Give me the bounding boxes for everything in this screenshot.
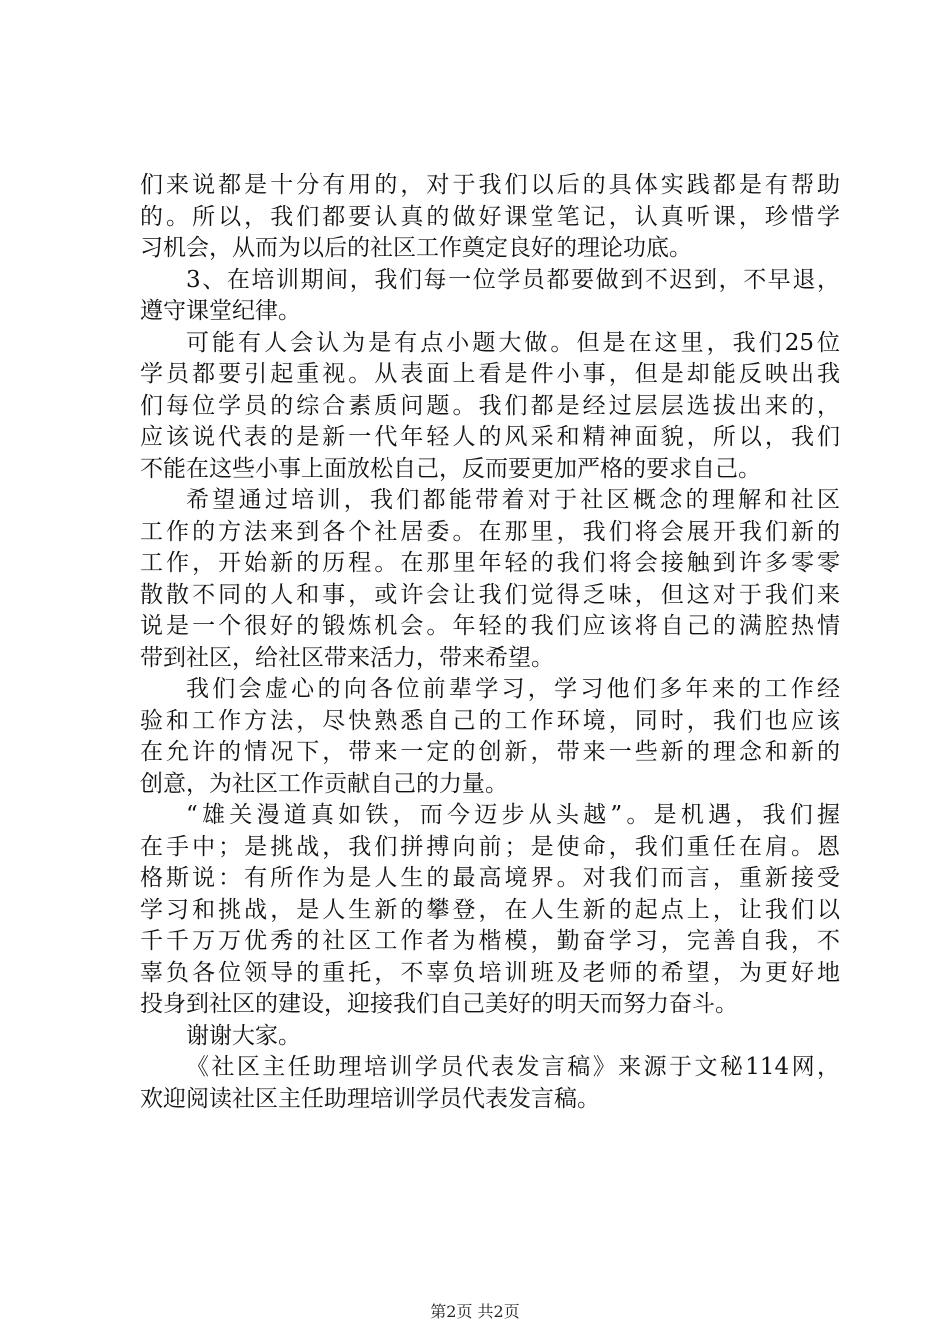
paragraph-line: 的。所以，我们都要认真的做好课堂笔记，认真听课，珍惜学 <box>140 203 840 230</box>
page-number-footer: 第2页 共2页 <box>430 1302 520 1321</box>
paragraph-line: 不能在这些小事上面放松自己，反而要更加严格的要求自己。 <box>140 455 761 482</box>
paragraph <box>140 328 840 486</box>
paragraph <box>140 674 840 800</box>
paragraph-line: 辜负各位领导的重托，不辜负培训班及老师的希望，为更好地 <box>140 959 840 986</box>
paragraph-line: 习机会，从而为以后的社区工作奠定良好的理论功底。 <box>140 235 692 261</box>
paragraph-line: 谢谢大家。 <box>186 1022 301 1049</box>
paragraph-line: 《社区主任助理培训学员代表发言稿》来源于文秘114网， <box>186 1054 840 1080</box>
paragraph-line: 在允许的情况下，带来一定的创新，带来一些新的理念和新的 <box>140 739 840 765</box>
paragraph-line: 工作的方法来到各个社居委。在那里，我们将会展开我们新的 <box>140 518 840 545</box>
paragraph-line: 遵守课堂纪律。 <box>140 298 301 324</box>
paragraph-line: 在手中；是挑战，我们拼搏向前；是使命，我们重任在肩。恩 <box>140 833 840 860</box>
paragraph-line: 验和工作方法，尽快熟悉自己的工作环境，同时，我们也应该 <box>140 707 840 734</box>
paragraph <box>140 800 840 1021</box>
paragraph-line: 千千万万优秀的社区工作者为楷模，勤奋学习，完善自我，不 <box>140 928 840 954</box>
paragraph <box>140 170 840 265</box>
paragraph-line: 们每位学员的综合素质问题。我们都是经过层层选拔出来的， <box>140 392 840 419</box>
paragraph-line: 格斯说：有所作为是人生的最高境界。对我们而言，重新接受 <box>140 865 840 891</box>
paragraph-line: 创意，为社区工作贡献自己的力量。 <box>140 770 508 797</box>
paragraph-line: 带到社区，给社区带来活力，带来希望。 <box>140 644 554 671</box>
paragraph <box>140 1021 840 1053</box>
paragraph-line: 我们会虚心的向各位前辈学习，学习他们多年来的工作经 <box>186 676 840 702</box>
paragraph-line: 应该说代表的是新一代年轻人的风采和精神面貌，所以，我们 <box>140 424 840 450</box>
paragraph-line: 投身到社区的建设，迎接我们自己美好的明天而努力奋斗。 <box>140 991 738 1017</box>
paragraph-line: 希望通过培训，我们都能带着对于社区概念的理解和社区 <box>186 487 840 513</box>
paragraph <box>140 1052 840 1115</box>
paragraph-line: 散散不同的人和事，或许会让我们觉得乏味，但这对于我们来 <box>140 581 840 608</box>
paragraph-line: “雄关漫道真如铁，而今迈步从头越”。是机遇，我们握 <box>186 802 840 828</box>
paragraph-line: 3、在培训期间，我们每一位学员都要做到不迟到，不早退， <box>186 266 840 293</box>
document-body <box>140 170 840 1115</box>
paragraph-line: 学习和挑战，是人生新的攀登，在人生新的起点上，让我们以 <box>140 896 840 923</box>
paragraph-line: 们来说都是十分有用的，对于我们以后的具体实践都是有帮助 <box>140 172 840 198</box>
paragraph-line: 欢迎阅读社区主任助理培训学员代表发言稿。 <box>140 1085 600 1112</box>
paragraph <box>140 265 840 328</box>
paragraph-line: 可能有人会认为是有点小题大做。但是在这里，我们25位 <box>186 329 840 356</box>
paragraph-line: 学员都要引起重视。从表面上看是件小事，但是却能反映出我 <box>140 361 840 387</box>
paragraph-line: 工作，开始新的历程。在那里年轻的我们将会接触到许多零零 <box>140 550 840 576</box>
paragraph <box>140 485 840 674</box>
paragraph-line: 说是一个很好的锻炼机会。年轻的我们应该将自己的满腔热情 <box>140 613 840 639</box>
